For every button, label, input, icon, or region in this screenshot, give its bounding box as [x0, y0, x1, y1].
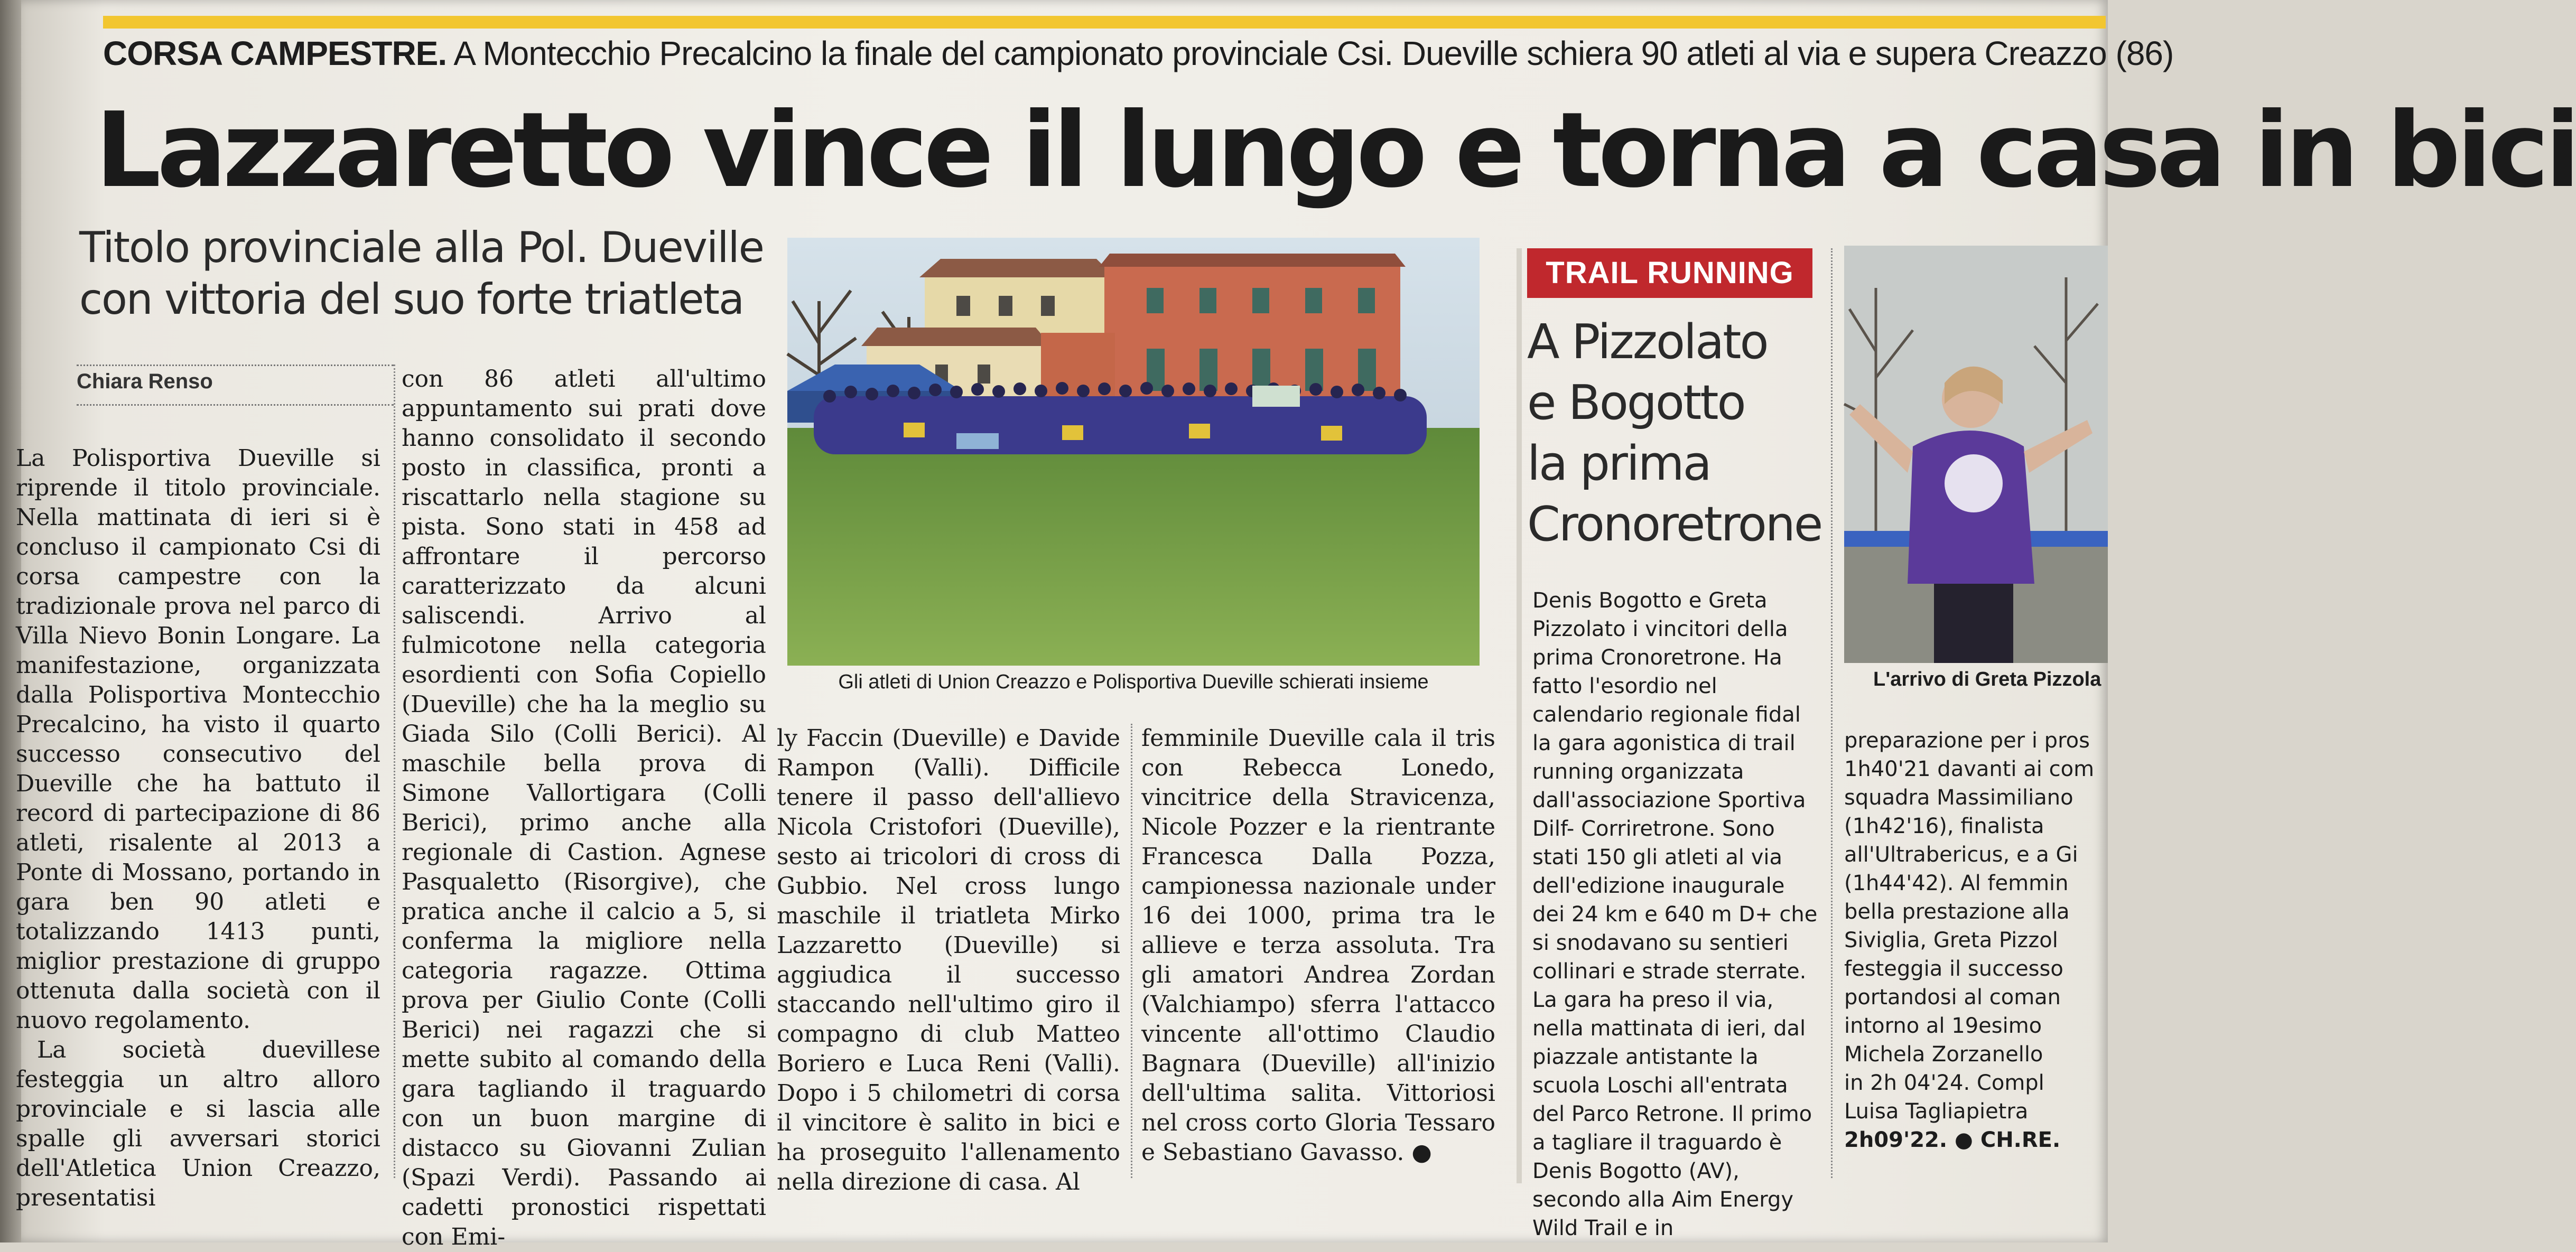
article-column-3: [777, 724, 1120, 1195]
team-photo: [787, 238, 1480, 666]
sidebar-column-2: [1844, 726, 2108, 1181]
sidebar-title-line: la prima: [1527, 436, 1710, 491]
text-line: intorno al 19esimo: [1844, 1014, 2042, 1038]
text-line: festeggia il successo: [1844, 957, 2063, 981]
text-line: Michela Zorzanello: [1844, 1042, 2043, 1067]
kicker-line: [103, 34, 2174, 73]
team-photo-image: [787, 238, 1480, 666]
article-column-1: [16, 444, 380, 1211]
byline-rule-bottom: [77, 404, 394, 406]
text-line: Siviglia, Greta Pizzol: [1844, 928, 2058, 952]
paragraph: [1141, 724, 1495, 1167]
photo-caption: Gli atleti di Union Creazzo e Polisportiva Dueville schierati insieme: [838, 671, 1429, 693]
subheadline: [79, 222, 777, 325]
column-separator: [1831, 248, 1833, 1178]
column-separator: [394, 365, 395, 1178]
paragraph: con 86 atleti all'ultimo appuntamento sui prati dove hanno consolidato il secondo posto in classifica, pronti a riscattarlo nella stagione su pista. Sono stati in 458 ad affrontare il percorso caratterizzato da alcuni saliscendi. Arrivo al fulmicotone nella categoria esordienti con Sofia Copiello (Dueville) che ha la meglio su Giada Silo (Colli Berici). Al maschile bella prova di Simone Vallortigara (Colli Berici), primo anche alla regionale di Castion. Agnese Pasqualetto (Risorgive), che pratica anche il calcio a 5, si conferma la migliore nella categoria ragazze. Ottima prova per Giulio Conte (Colli Berici) nei ragazzi che si mette subito al comando della gara tagliando il traguardo con un buon margine di distacco su Giovanni Zulian (Spazi Verdi). Passando ai cadetti pronostici rispettati con Emi-: [402, 366, 766, 1250]
sidebar-title-line: A Pizzolato: [1527, 314, 1768, 370]
text-line: bella prestazione alla: [1844, 900, 2070, 924]
sidebar-title-line: Cronoretrone: [1527, 497, 1822, 552]
text-line: 2h09'22. ● CH.RE.: [1844, 1128, 2061, 1152]
runner-photo-image: [1844, 246, 2108, 663]
byline: Chiara Renso: [77, 370, 213, 393]
kicker-text: A Montecchio Precalcino la finale del campionato provinciale Csi. Dueville schiera 90 atleti al via e supera Creazzo (86): [453, 34, 2174, 72]
byline-rule-top: [77, 365, 394, 366]
section-accent-bar: [103, 16, 2106, 29]
text-line: Luisa Tagliapietra: [1844, 1099, 2029, 1124]
article-column-2: [402, 365, 766, 1250]
column-separator: [1131, 724, 1132, 1178]
runner-photo-caption: L'arrivo di Greta Pizzola: [1873, 668, 2101, 690]
text-line: portandosi al coman: [1844, 985, 2061, 1010]
trail-running-tag: TRAIL RUNNING: [1527, 248, 1812, 298]
text-line: in 2h 04'24. Compl: [1844, 1071, 2044, 1095]
paragraph: La Polisportiva Dueville si riprende il titolo provinciale. Nella mattinata di ieri si è concluso il campionato Csi di corsa campestre con la tradizionale prova nel parco di Villa Nievo Bonin Longare. La manifestazione, organizzata dalla Polisportiva Montecchio Precalcino, ha visto il quarto successo consecutivo del Dueville che ha battuto il record di partecipazione di 86 atleti, risalente al 2013 a Ponte di Mossano, portando in gara ben 90 atleti e totalizzando 1413 punti, miglior prestazione di gruppo ottenuta dalla società con il nuovo regolamento.: [16, 445, 380, 1034]
paragraph: ly Faccin (Dueville) e Davide Rampon (Valli). Difficile tenere il passo dell'allievo Nicola Cristofori (Dueville), sesto ai tricolori di cross di Gubbio. Nel cross lungo maschile il triatleta Mirko Lazzaretto (Dueville) si aggiudica il successo staccando nell'ultimo giro il compagno di club Matteo Boriero e Luca Reni (Valli). Dopo i 5 chilometri di corsa il vincitore è salito in bici e ha proseguito l'allenamento nella direzione di casa. Al: [777, 725, 1120, 1195]
sidebar-title: [1527, 312, 1823, 555]
text-line: preparazione per i pros: [1844, 728, 2090, 753]
end-mark: ●: [1411, 1139, 1432, 1166]
paragraph: Denis Bogotto e Greta Pizzolato i vincitori della prima Cronoretrone. Ha fatto l'esordio nel calendario regionale fidal la gara agonistica di trail running organizzata dall'associazione Sportiva Dilf- Corriretrone. Sono stati 150 gli atleti al via dell'edizione inaugurale dei 24 km e 640 m D+ che si snodavano su sentieri collinari e strade sterrate. La gara ha preso il via, nella mattinata di ieri, dal piazzale antistante la scuola Loschi all'entrata del Parco Retrone. Il primo a tagliare il traguardo è Denis Bogotto (AV), secondo alla Aim Energy Wild Trail e in: [1532, 588, 1818, 1240]
subhead-line-1: Titolo provinciale alla Pol. Dueville: [79, 223, 764, 272]
subhead-line-2: con vittoria del suo forte triatleta: [79, 275, 744, 324]
paragraph: La società duevillese festeggia un altro alloro provinciale e si lascia alle spalle gli avversari storici dell'Atletica Union Creazzo, presentatisi: [16, 1036, 380, 1211]
text-line: 1h40'21 davanti ai com: [1844, 757, 2095, 781]
sidebar-title-line: e Bogotto: [1527, 375, 1745, 431]
article-column-4: [1141, 724, 1495, 1181]
text-line: (1h44'42). Al femmin: [1844, 871, 2069, 895]
text-line: (1h42'16), finalista: [1844, 814, 2044, 838]
headline: Lazzaretto vince il lungo e torna a casa in bici: [95, 90, 2576, 211]
text-line: squadra Massimiliano: [1844, 786, 2073, 810]
text-line: all'Ultrabericus, e a Gi: [1844, 843, 2078, 867]
runner-photo: [1844, 246, 2108, 663]
kicker-section: CORSA CAMPESTRE.: [103, 34, 447, 72]
sidebar-column-1: [1532, 586, 1818, 1240]
column-4-text: femminile Dueville cala il tris con Rebecca Lonedo, vincitrice della Stravicenza, Nicole Pozzer e la rientrante Francesca Dalla Pozza, campionessa nazionale under 16 dei 1000, prima tra le allieve e terza assoluta. Tra gli amatori Andrea Zordan (Valchiampo) sferra l'attacco vincente all'ottimo Claudio Bagnara (Dueville) all'inizio dell'ultima salita. Vittoriosi nel cross corto Gloria Tessaro e Sebastiano Gavasso.: [1141, 725, 1495, 1166]
